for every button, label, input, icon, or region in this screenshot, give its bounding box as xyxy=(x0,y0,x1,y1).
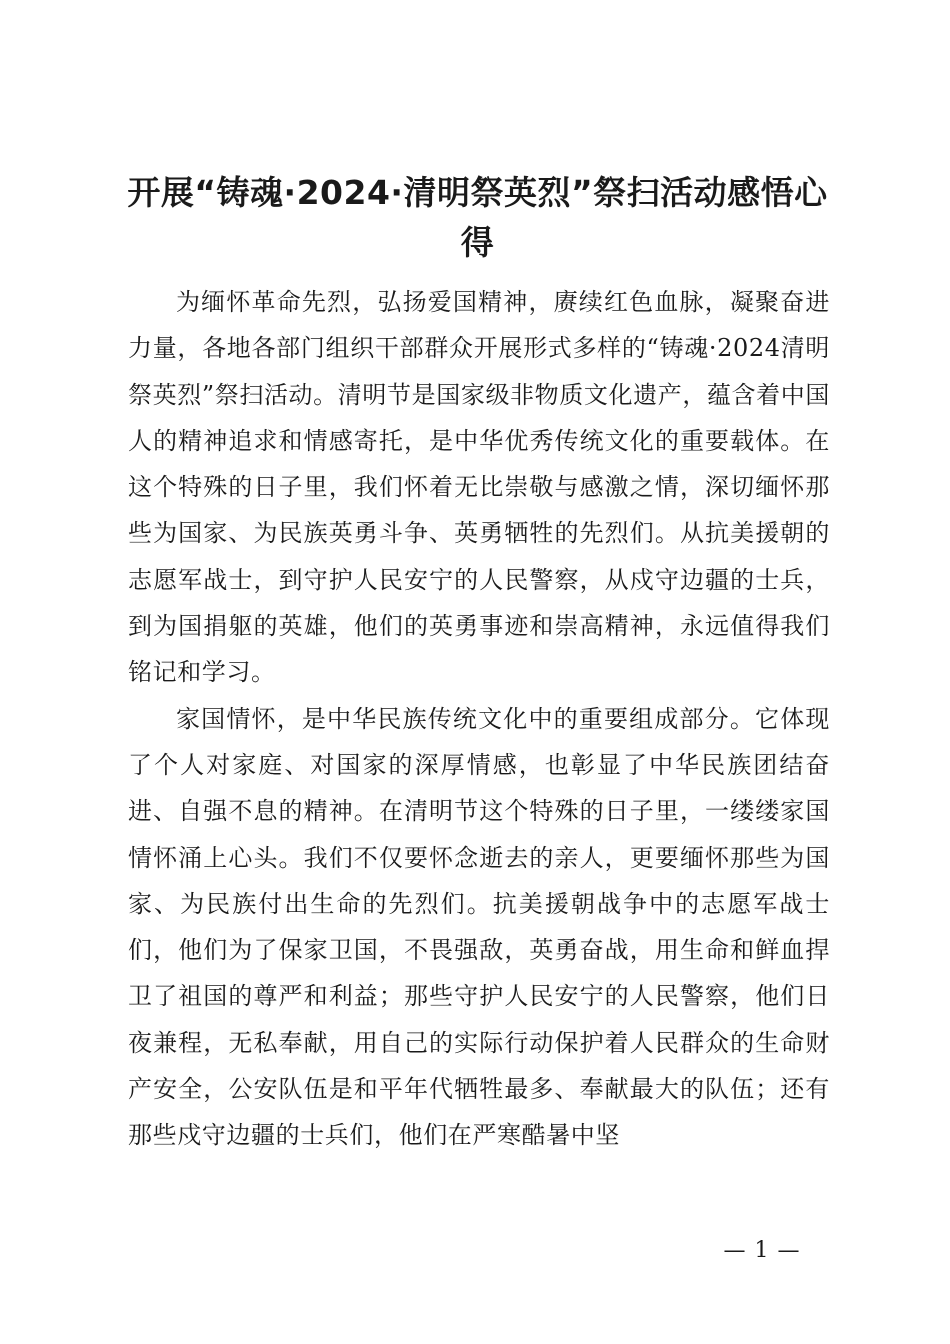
paragraph-2: 家国情怀，是中华民族传统文化中的重要组成部分。它体现了个人对家庭、对国家的深厚情感，也彰显了中华民族团结奋进、自强不息的精神。在清明节这个特殊的日子里，一缕缕家国情怀涌上心头。我们不仅要怀念逝去的亲人，更要缅怀那些为国家、为民族付出生命的先烈们。抗美援朝战争中的志愿军战士们，他们为了保家卫国，不畏强敌，英勇奋战，用生命和鲜血捍卫了祖国的尊严和利益；那些守护人民安宁的人民警察，他们日夜兼程，无私奉献，用自己的实际行动保护着人民群众的生命财产安全，公安队伍是和平年代牺牲最多、奉献最大的队伍；还有那些戍守边疆的士兵们，他们在严寒酷暑中坚 xyxy=(128,704,830,1150)
document-body xyxy=(128,279,830,1159)
document-title: 开展“铸魂·2024·清明祭英烈”祭扫活动感悟心得 xyxy=(127,173,828,262)
page-number: — 1 — xyxy=(723,1238,801,1263)
paragraph-1: 为缅怀革命先烈，弘扬爱国精神，赓续红色血脉，凝聚奋进力量，各地各部门组织干部群众开展形式多样的“铸魂·2024清明祭英烈”祭扫活动。清明节是国家级非物质文化遗产，蕴含着中国人的精神追求和情感寄托，是中华优秀传统文化的重要载体。在这个特殊的日子里，我们怀着无比崇敬与感激之情，深切缅怀那些为国家、为民族英勇斗争、英勇牺牲的先烈们。从抗美援朝的志愿军战士，到守护人民安宁的人民警察，从戍守边疆的士兵，到为国捐躯的英雄，他们的英勇事迹和崇高精神，永远值得我们铭记和学习。 xyxy=(128,288,830,687)
